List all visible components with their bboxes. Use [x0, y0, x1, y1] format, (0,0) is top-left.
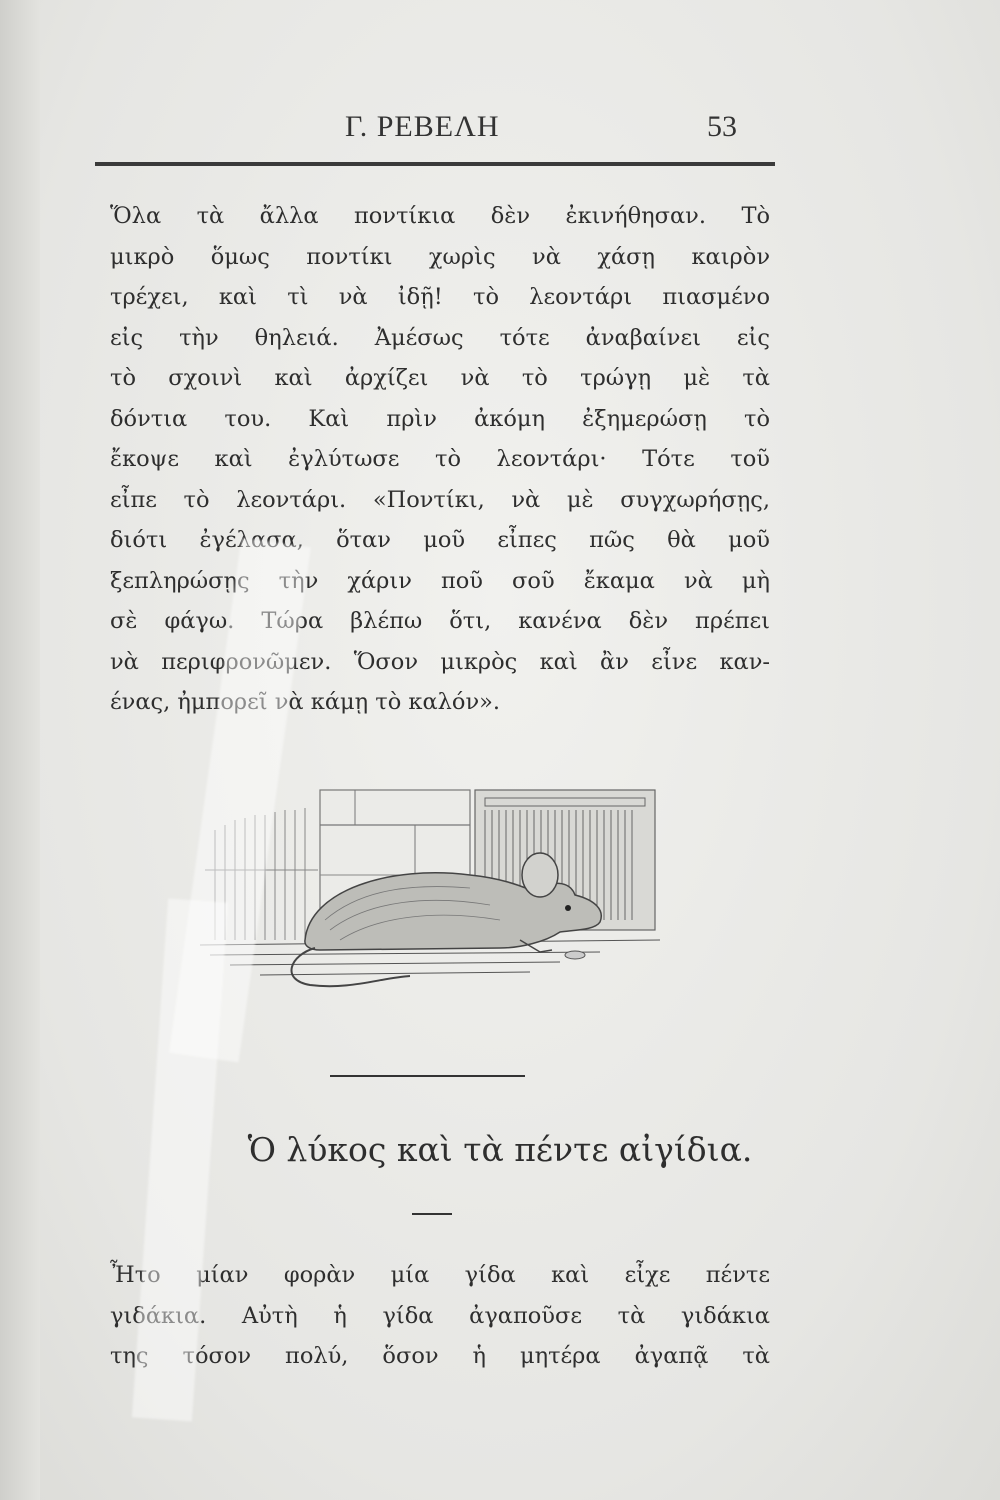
- page-header: [95, 110, 775, 150]
- text-line: Ὅλα τὰ ἄλλα ποντίκια δὲν ἐκινήθησαν. Τὸ: [110, 203, 770, 229]
- text-line: δόντια του. Καὶ πρὶν ἀκόμη ἐξημερώσῃ τὸ: [110, 405, 770, 432]
- page-gutter-shadow: [0, 0, 40, 1500]
- title-underline: [412, 1213, 452, 1215]
- text-line: τρέχει, καὶ τὶ νὰ ἰδῇ! τὸ λεοντάρι πιασμένο: [110, 284, 770, 310]
- section-divider: [330, 1075, 525, 1077]
- text-line: ξεπληρώσῃς τὴν χάριν ποῦ σοῦ ἔκαμα νὰ μὴ: [110, 567, 770, 594]
- text-line: σὲ φάγω. Τώρα βλέπω ὅτι, κανένα δὲν πρέπει: [110, 608, 770, 634]
- paragraph-wolf-story: [110, 1255, 770, 1377]
- header-rule: [95, 162, 775, 166]
- text-line: εἰς τὴν θηλειά. Ἀμέσως τότε ἀναβαίνει εἰς: [110, 324, 770, 351]
- text-line: γιδάκια. Αὐτὴ ἡ γίδα ἀγαποῦσε τὰ γιδάκια: [110, 1302, 770, 1329]
- text-line: ένας, ἠμπορεῖ νὰ κάμῃ τὸ καλόν».: [110, 689, 501, 715]
- page-number: 53: [707, 110, 737, 143]
- text-line: Ἦτο μίαν φορὰν μία γίδα καὶ εἶχε πέντε: [110, 1262, 770, 1288]
- paragraph-fable-ending: [110, 196, 770, 723]
- text-line: τὸ σχοινὶ καὶ ἀρχίζει νὰ τὸ τρώγῃ μὲ τὰ: [110, 365, 770, 391]
- story-title: Ὁ λύκος καὶ τὰ πέντε αἰγίδια.: [247, 1130, 753, 1169]
- running-head: Γ. ΡΕΒΕΛΗ: [345, 110, 500, 143]
- text-line: εἶπε τὸ λεοντάρι. «Ποντίκι, νὰ μὲ συγχωρήσῃς,: [110, 486, 770, 513]
- text-line: διότι ἐγέλασα, ὅταν μοῦ εἶπες πῶς θὰ μοῦ: [110, 527, 770, 553]
- text-line: νὰ περιφρονῶμεν. Ὅσον μικρὸς καὶ ἂν εἶνε καν-: [110, 648, 770, 675]
- text-line: της τόσον πολύ, ὅσον ἡ μητέρα ἀγαπᾷ τὰ: [110, 1343, 770, 1369]
- text-line: μικρὸ ὅμως ποντίκι χωρὶς νὰ χάσῃ καιρὸν: [110, 243, 770, 270]
- text-line: ἔκοψε καὶ ἐγλύτωσε τὸ λεοντάρι· Τότε τοῦ: [110, 446, 770, 472]
